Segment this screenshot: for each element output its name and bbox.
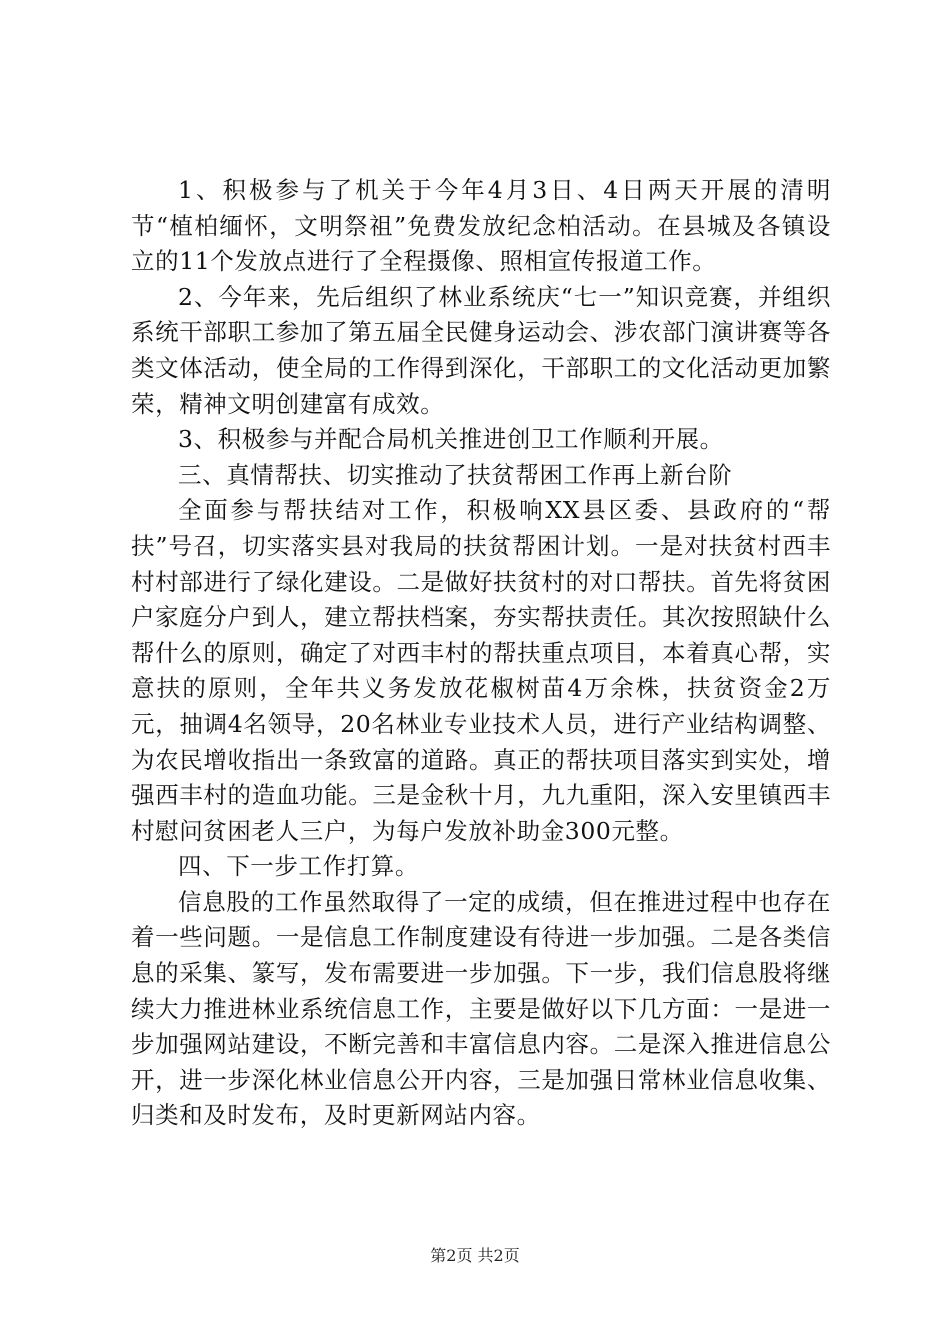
section-heading-4: 四、下一步工作打算。 [178,852,419,881]
page-footer: 第2页 共2页 [430,1246,520,1265]
paragraph-item-3: 3、积极参与并配合局机关推进创卫工作顺利开展。 [178,425,724,454]
paragraph-item-1: 1、积极参与了机关于今年4月3日、4日两天开展的清明节“植柏缅怀，文明祭祖”免费发放纪念柏活动。在县城及各镇设立的11个发放点进行了全程摄像、照相宣传报道工作。 [131,176,831,276]
paragraph-item-2: 2、今年来，先后组织了林业系统庆“七一”知识竞赛，并组织系统干部职工参加了第五届全民健身运动会、涉农部门演讲赛等各类文体活动，使全局的工作得到深化，干部职工的文化活动更加繁荣，精神文明创建富有成效。 [131,282,831,418]
section-heading-3: 三、真情帮扶、切实推动了扶贫帮困工作再上新台阶 [178,460,733,489]
paragraph-poverty-aid: 全面参与帮扶结对工作，积极响XX县区委、县政府的“帮扶”号召，切实落实县对我局的扶贫帮困计划。一是对扶贫村西丰村村部进行了绿化建设。二是做好扶贫村的对口帮扶。首先将贫困户家庭分户到人，建立帮扶档案，夯实帮扶责任。其次按照缺什么帮什么的原则，确定了对西丰村的帮扶重点项目，本着真心帮，实意扶的原则，全年共义务发放花椒树苗4万余株，扶贫资金2万元，抽调4名领导，20名林业专业技术人员，进行产业结构调整、为农民增收指出一条致富的道路。真正的帮扶项目落实到实处，增强西丰村的造血功能。三是金秋十月，九九重阳，深入安里镇西丰村慰问贫困老人三户，为每户发放补助金300元整。 [131,496,831,845]
paragraph-next-steps: 信息股的工作虽然取得了一定的成绩，但在推进过程中也存在着一些问题。一是信息工作制度建设有待进一步加强。二是各类信息的采集、篆写，发布需要进一步加强。下一步，我们信息股将继续大力推进林业系统信息工作，主要是做好以下几方面：一是进一步加强网站建设，不断完善和丰富信息内容。二是深入推进信息公开，进一步深化林业信息公开内容，三是加强日常林业信息收集、归类和及时发布，及时更新网站内容。 [131,887,831,1130]
document-body [131,173,831,1134]
